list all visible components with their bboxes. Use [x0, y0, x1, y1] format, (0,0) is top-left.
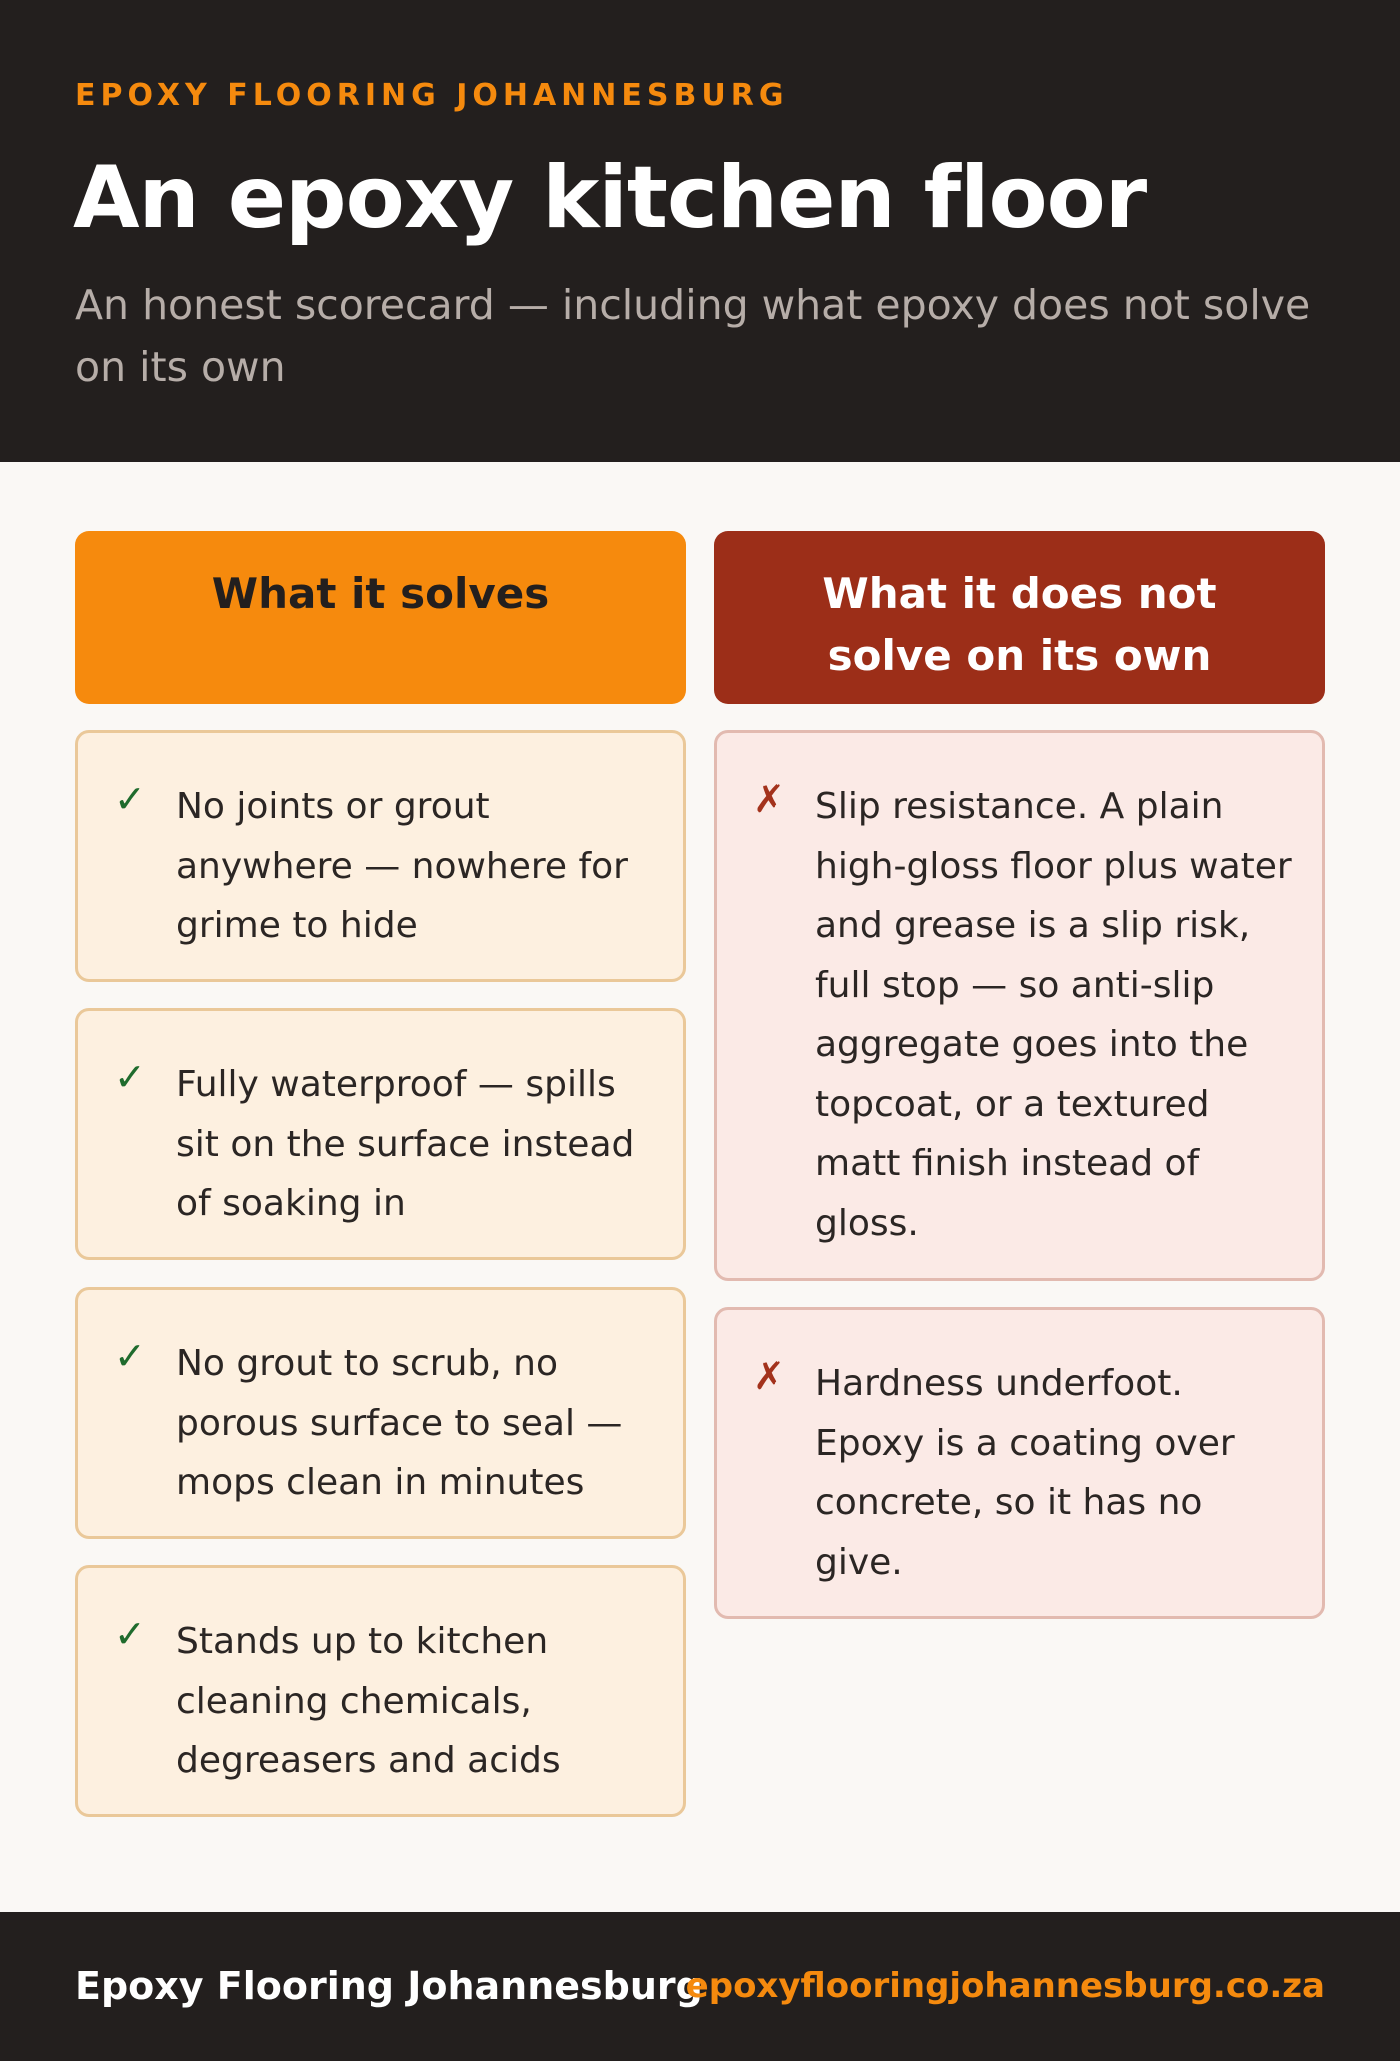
not-solves-heading-text: What it does not solve on its own — [822, 569, 1217, 680]
footer — [0, 1912, 1400, 2061]
solves-card-text: No grout to scrub, no porous surface to seal — mops clean in minutes — [176, 1343, 623, 1503]
footer-url-link[interactable]: epoxyflooringjohannesburg.co.za — [685, 1966, 1325, 2006]
solves-column-heading — [75, 531, 686, 704]
check-icon: ✓ — [114, 1334, 146, 1378]
check-icon: ✓ — [114, 777, 146, 821]
not-solves-card — [714, 1307, 1325, 1619]
cross-icon: ✗ — [753, 777, 785, 821]
cross-icon: ✗ — [753, 1354, 785, 1398]
not-solves-card — [714, 730, 1325, 1281]
check-icon: ✓ — [114, 1612, 146, 1656]
page-subtitle: An honest scorecard — including what epoxy does not solve on its own — [75, 281, 1311, 391]
solves-card — [75, 1565, 686, 1817]
solves-card — [75, 730, 686, 982]
page-title: An epoxy kitchen floor — [73, 148, 1147, 248]
solves-card-text: Stands up to kitchen cleaning chemicals, degreasers and acids — [176, 1621, 561, 1781]
solves-card-text: No joints or grout anywhere — nowhere for grime to hide — [176, 786, 628, 946]
solves-heading-text: What it solves — [211, 569, 550, 618]
not-solves-column-heading — [714, 531, 1325, 704]
solves-card — [75, 1008, 686, 1260]
footer-brand: Epoxy Flooring Johannesburg — [75, 1964, 703, 2008]
solves-card — [75, 1287, 686, 1539]
check-icon: ✓ — [114, 1055, 146, 1099]
not-solves-card-text: Slip resistance. A plain high-gloss floor plus water and grease is a slip risk, full stop — so anti-slip aggregate goes into the topcoat, or a textured matt finish instead of gloss. — [815, 786, 1292, 1244]
solves-card-text: Fully waterproof — spills sit on the surface instead of soaking in — [176, 1064, 635, 1224]
eyebrow-label: EPOXY FLOORING JOHANNESBURG — [75, 78, 789, 113]
not-solves-card-text: Hardness underfoot. Epoxy is a coating over concrete, so it has no give. — [815, 1363, 1235, 1583]
header — [0, 0, 1400, 462]
